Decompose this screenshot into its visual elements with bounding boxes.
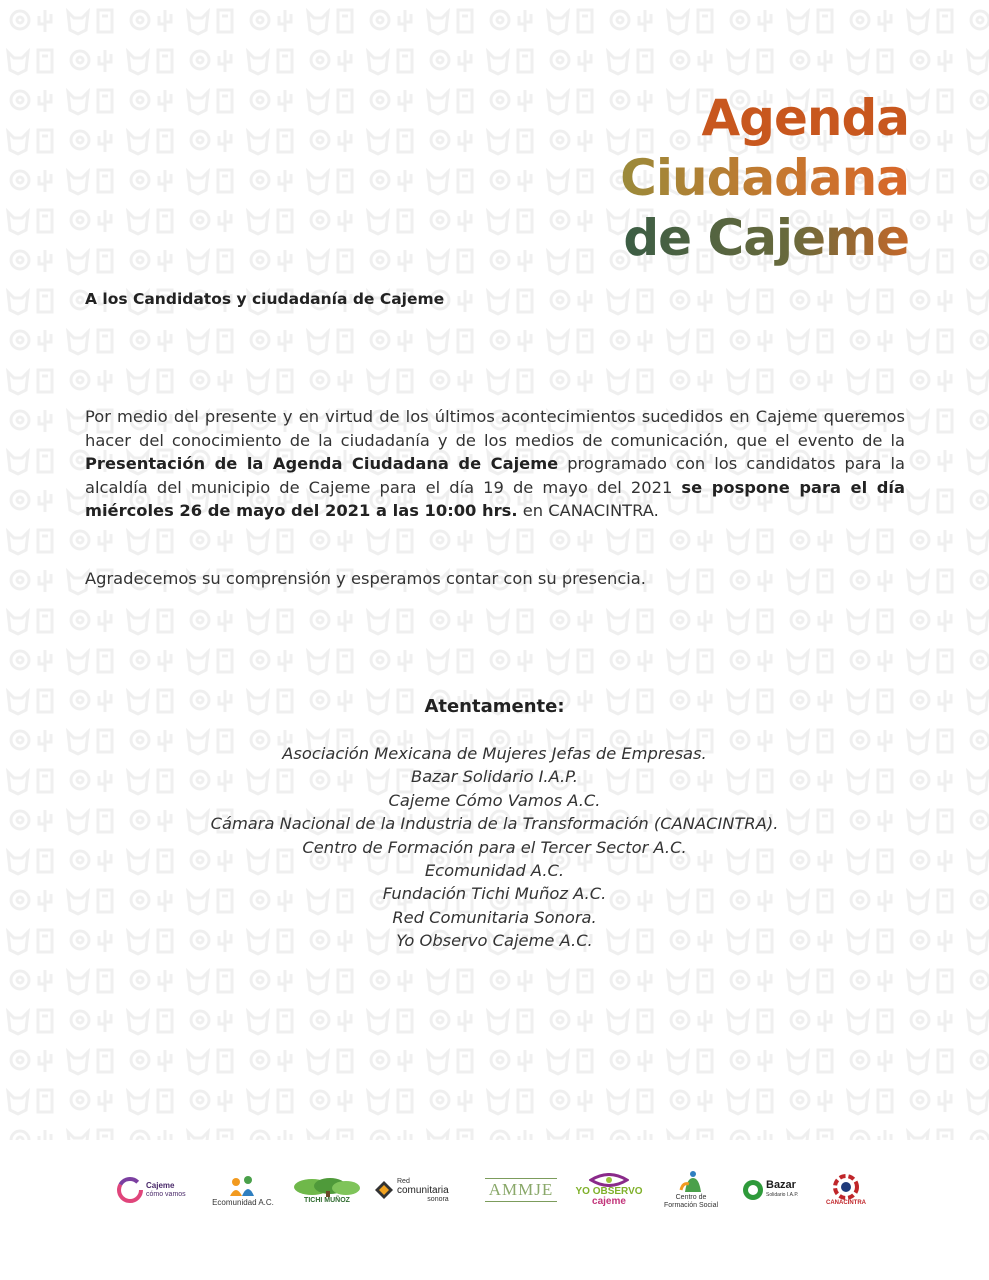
signer-item: Bazar Solidario I.A.P. (411, 767, 578, 787)
cajeme-logo-line1: Cajeme (146, 1181, 175, 1190)
centro-logo-line1: Centro de (675, 1194, 707, 1201)
cajeme-como-vamos-logo (117, 1165, 197, 1215)
signers-list (0, 742, 989, 953)
red-logo-line1: Red (397, 1177, 410, 1185)
red-comunitaria-logo (374, 1165, 464, 1215)
signer-item: Yo Observo Cajeme A.C. (396, 931, 593, 951)
title-line-3: de Cajeme (620, 208, 909, 268)
tree-icon (292, 1177, 362, 1197)
body-part-3: en CANACINTRA. (517, 501, 659, 520)
bazar-logo-line1: Bazar (766, 1179, 796, 1191)
tichi-logo-text: TICHI MUÑOZ (304, 1196, 350, 1204)
ecomunidad-logo (207, 1165, 279, 1215)
cajeme-swirl-icon (117, 1177, 143, 1203)
red-logo-line2: comunitaria (397, 1184, 449, 1196)
ecomunidad-logo-text: Ecomunidad A.C. (212, 1197, 274, 1207)
signer-item: Fundación Tichi Muñoz A.C. (382, 884, 607, 904)
signer-item: Red Comunitaria Sonora. (392, 907, 597, 927)
eye-icon (589, 1173, 629, 1187)
signer-item: Cámara Nacional de la Industria de la Transformación (CANACINTRA). (210, 814, 779, 834)
body-paragraph (85, 405, 905, 523)
tichi-munoz-logo (289, 1165, 365, 1215)
title-line-1: Agenda (701, 89, 909, 147)
bazar-logo-line2: Solidario I.A.P. (766, 1192, 799, 1198)
thanks-paragraph: Agradecemos su comprensión y esperamos contar con su presencia. (85, 569, 646, 588)
canacintra-logo-text: CANACINTRA (826, 1200, 866, 1206)
body-bold-postpone: se pospone para el día miércoles 26 de mayo del 2021 a las 10:00 hrs. (85, 477, 905, 520)
yo-observo-line2: cajeme (592, 1196, 626, 1207)
centro-formacion-logo (658, 1165, 724, 1215)
closing-heading: Atentamente: (424, 696, 565, 717)
signer-item: Cajeme Cómo Vamos A.C. (388, 790, 601, 810)
salutation: A los Candidatos y ciudadanía de Cajeme (85, 290, 445, 308)
canacintra-logo (824, 1165, 868, 1215)
gear-icon (832, 1174, 860, 1200)
ecomunidad-people-icon (226, 1174, 260, 1198)
body-bold-event: Presentación de la Agenda Ciudadana de Cajeme (85, 454, 559, 473)
bazar-circle-icon (742, 1179, 764, 1201)
signer-item: Centro de Formación para el Tercer Sector A.C. (302, 837, 687, 857)
cajeme-logo-line2: cómo vamos (146, 1191, 186, 1198)
signer-item: Ecomunidad A.C. (424, 861, 565, 881)
body-part-1: Por medio del presente y en virtud de los últimos acontecimientos sucedidos en Cajeme queremos hacer del conocimiento de la ciudadanía y de los medios de comunicación, que el evento de la (85, 407, 905, 450)
diamond-icon (374, 1180, 394, 1200)
yo-observo-line1: YO OBSERVO (575, 1186, 643, 1197)
signer-item: Asociación Mexicana de Mujeres Jefas de Empresas. (282, 744, 707, 763)
title-line-2: Ciudadana (620, 149, 909, 207)
bazar-solidario-logo (742, 1165, 808, 1215)
yo-observo-logo (570, 1165, 648, 1215)
red-logo-line3: sonora (427, 1195, 449, 1203)
ammje-logo-text: AMMJE (488, 1180, 554, 1199)
logo-strip (112, 1165, 872, 1220)
ammje-logo (482, 1165, 560, 1215)
centro-logo-line2: Formación Social (663, 1202, 719, 1209)
body-part-2: programado con los candidatos para la alcaldía del municipio de Cajeme para el día 19 de mayo del 2021 (85, 454, 905, 497)
leaf-person-icon (677, 1170, 705, 1194)
agenda-title (620, 88, 909, 268)
